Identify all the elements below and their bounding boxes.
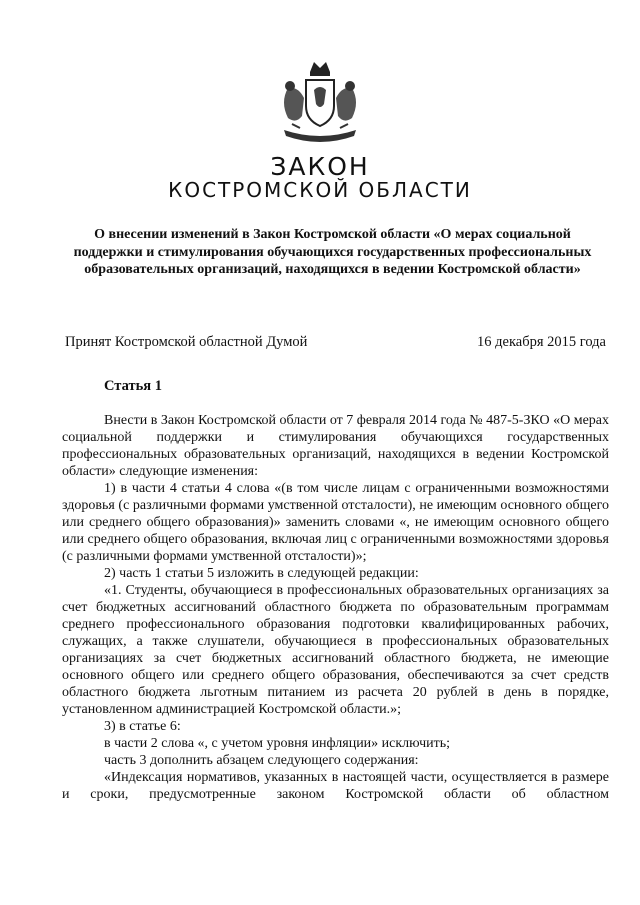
document-type-heading: ЗАКОН — [270, 152, 370, 181]
law-title: О внесении изменений в Закон Костромской области «О мерах социальной поддержки и стимулирования обучающихся государственных профессиональных образовательных организаций, находящихся в ведении Костромской области» — [73, 227, 592, 277]
adoption-date: 16 декабря 2015 года — [477, 334, 606, 350]
article-body — [62, 412, 609, 803]
paragraph-item-2: 2) часть 1 статьи 5 изложить в следующей редакции: — [104, 566, 419, 581]
paragraph-intro: Внести в Закон Костромской области от 7 февраля 2014 года № 487-5-ЗКО «О мерах социальной поддержки и стимулирования обучающихся государственных профессиональных образовательных организаций, находящихся в ведении Костромской области» следующие изменения: — [62, 413, 609, 479]
region-heading: КОСТРОМСКОЙ ОБЛАСТИ — [168, 178, 472, 202]
article-heading: Статья 1 — [104, 378, 162, 394]
adopted-by: Принят Костромской областной Думой — [65, 334, 308, 350]
paragraph-part-2: в части 2 слова «, с учетом уровня инфляции» исключить; — [104, 736, 451, 751]
paragraph-item-1: 1) в части 4 статьи 4 слова «(в том числе лицам с ограниченными возможностями здоровья (с различными формами умственной отсталости), не имеющим основного общего или среднего общего образования)» заменить словами «, не имеющим основного общего или среднего общего образования, включая лиц с ограниченными возможностями здоровья (с различными формами умственной отсталости)»; — [62, 481, 609, 564]
coat-of-arms-icon — [270, 58, 370, 146]
paragraph-new-part-1: «1. Студенты, обучающиеся в профессиональных образовательных организациях за счет бюджетных ассигнований областного бюджета по образовательным программам среднего профессионального образования подготовки квалифицированных рабочих, служащих, а также слушатели, обучающиеся в профессиональных образовательных организациях за счет бюджетных ассигнований областного бюджета, не имеющие основного общего или среднего общего образования, обеспечиваются за счет средств областного бюджета льготным питанием из расчета 20 рублей в день в порядке, установленном администрацией Костромской области.»; — [62, 583, 609, 717]
paragraph-indexation: «Индексация нормативов, указанных в настоящей части, осуществляется в размере и сроки, предусмотренные законом Костромской области об областном — [62, 770, 609, 802]
paragraph-part-3: часть 3 дополнить абзацем следующего содержания: — [104, 753, 419, 768]
paragraph-item-3: 3) в статье 6: — [104, 719, 181, 734]
